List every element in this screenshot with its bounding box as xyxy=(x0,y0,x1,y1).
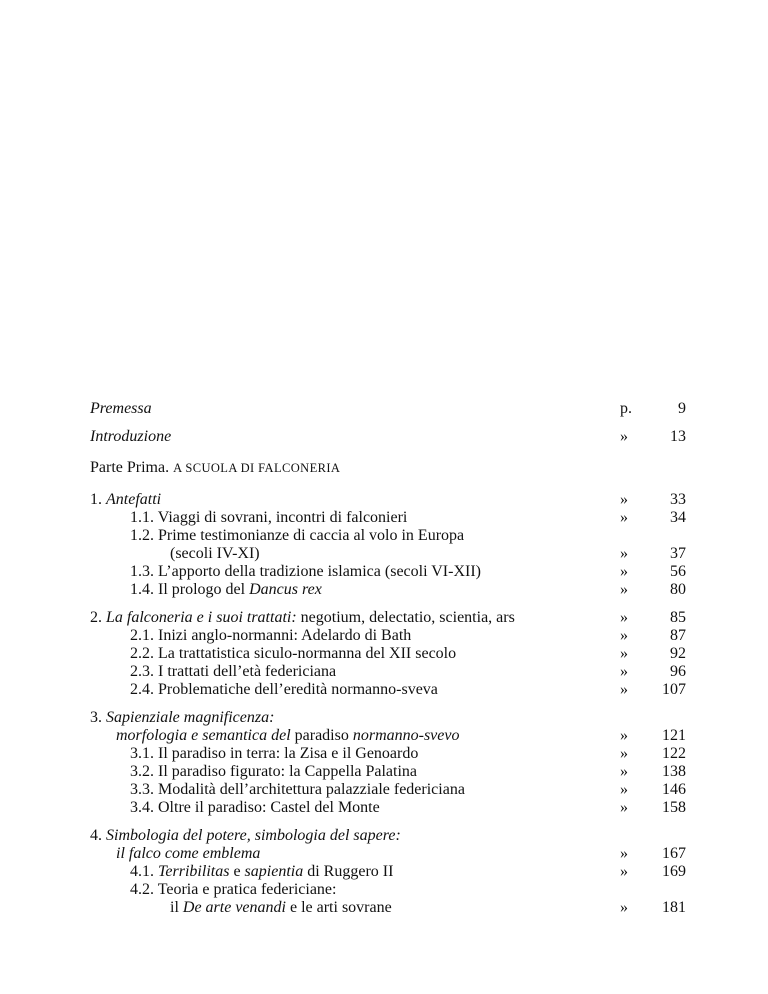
toc-chapter-3[interactable] xyxy=(90,709,686,727)
section-title: Prime testimonianze di caccia al volo in Europa xyxy=(158,527,465,544)
section-title-italic: sapientia xyxy=(244,863,304,880)
page-marker: » xyxy=(620,663,628,680)
toc-section-4-1[interactable] xyxy=(90,863,686,881)
page-number: 85 xyxy=(670,609,686,626)
section-title: e le arti sovrane xyxy=(289,899,392,916)
section-title: Modalità dell’architettura palazziale federiciana xyxy=(158,781,465,798)
entry-title: Premessa xyxy=(90,400,152,417)
page-marker: » xyxy=(620,799,628,816)
toc-entry-introduzione[interactable] xyxy=(90,428,686,446)
page-number: 80 xyxy=(670,581,686,598)
page-marker: » xyxy=(620,581,628,598)
section-number: 1.2. xyxy=(130,527,154,544)
page-number: 92 xyxy=(670,645,686,662)
section-title: e xyxy=(233,863,241,880)
toc-section-1-4[interactable] xyxy=(90,581,686,599)
chapter-number: 1. xyxy=(90,491,102,508)
section-number: 1.4. xyxy=(130,581,154,598)
section-title: I trattati dell’età federiciana xyxy=(158,663,337,680)
section-title-italic: Dancus rex xyxy=(249,581,322,598)
page-number: 158 xyxy=(662,799,686,816)
page-marker: » xyxy=(620,609,628,626)
section-number: 3.3. xyxy=(130,781,154,798)
toc-chapter-4[interactable] xyxy=(90,827,686,845)
page-number: 107 xyxy=(662,681,686,698)
chapter-title-italic: normanno-svevo xyxy=(352,727,460,744)
page-number: 13 xyxy=(670,428,686,445)
section-title-continued: (secoli IV-XI) xyxy=(170,545,260,562)
section-number: 2.1. xyxy=(130,627,154,644)
page-marker: » xyxy=(620,545,628,562)
page-number: 34 xyxy=(670,509,686,526)
chapter-number: 3. xyxy=(90,709,102,726)
toc-section-1-3[interactable] xyxy=(90,563,686,581)
toc-chapter-2[interactable] xyxy=(90,609,686,627)
section-title: Oltre il paradiso: Castel del Monte xyxy=(158,799,380,816)
page-number: 9 xyxy=(678,400,686,417)
chapter-number: 4. xyxy=(90,827,102,844)
toc-section-3-3[interactable] xyxy=(90,781,686,799)
page-number: 37 xyxy=(670,545,686,562)
section-number: 3.1. xyxy=(130,745,154,762)
section-title: Viaggi di sovrani, incontri di falconieri xyxy=(157,509,408,526)
page-marker: » xyxy=(620,681,628,698)
section-title: L’apporto della tradizione islamica (secoli VI-XII) xyxy=(158,563,481,580)
page-marker: » xyxy=(620,727,628,744)
page-marker: » xyxy=(620,428,628,445)
toc-section-1-1[interactable] xyxy=(90,509,686,527)
page-marker: » xyxy=(620,745,628,762)
section-title: Teoria e pratica federiciane: xyxy=(157,881,337,898)
section-title: Il paradiso in terra: la Zisa e il Genoardo xyxy=(158,745,419,762)
page-marker: » xyxy=(620,645,628,662)
toc-chapter-4-cont[interactable] xyxy=(90,845,686,863)
toc-section-2-1[interactable] xyxy=(90,627,686,645)
part-heading xyxy=(90,459,686,477)
page-number: 122 xyxy=(662,745,686,762)
page-number: 56 xyxy=(670,563,686,580)
chapter-number: 2. xyxy=(90,609,102,626)
page-number: 87 xyxy=(670,627,686,644)
section-number: 4.2. xyxy=(130,881,154,898)
chapter-title: La falconeria e i suoi trattati: xyxy=(106,609,297,626)
page-marker: » xyxy=(620,563,628,580)
page-marker: » xyxy=(620,509,628,526)
section-title-italic: Terribilitas xyxy=(158,863,230,880)
section-number: 2.3. xyxy=(130,663,154,680)
section-number: 2.2. xyxy=(130,645,154,662)
section-number: 3.4. xyxy=(130,799,154,816)
toc-section-3-4[interactable] xyxy=(90,799,686,817)
chapter-title-continued: morfologia e semantica del xyxy=(116,727,291,744)
page-number: 33 xyxy=(670,491,686,508)
toc-chapter-3-cont[interactable] xyxy=(90,727,686,745)
section-number: 1.3. xyxy=(130,563,154,580)
page-number: 181 xyxy=(662,899,686,916)
section-title-continued: il xyxy=(170,899,179,916)
toc-section-2-3[interactable] xyxy=(90,663,686,681)
section-title: La trattatistica siculo-normanna del XII secolo xyxy=(158,645,457,662)
entry-title: Introduzione xyxy=(90,428,172,445)
page-marker: » xyxy=(620,491,628,508)
section-number: 2.4. xyxy=(130,681,154,698)
page-number: 138 xyxy=(662,763,686,780)
page-number: 167 xyxy=(662,845,686,862)
chapter-title: Antefatti xyxy=(106,491,162,508)
page-marker: » xyxy=(620,781,628,798)
chapter-title-roman: paradiso xyxy=(294,727,349,744)
toc-entry-premessa[interactable] xyxy=(90,400,686,418)
toc-chapter-1[interactable] xyxy=(90,491,686,509)
page-marker: » xyxy=(620,899,628,916)
toc-section-1-2-cont[interactable] xyxy=(90,545,686,563)
chapter-subtitle: negotium, delectatio, scientia, ars xyxy=(300,609,515,626)
section-number: 4.1. xyxy=(130,863,154,880)
chapter-title: Sapienziale magnificenza: xyxy=(106,709,275,726)
page-number: 169 xyxy=(662,863,686,880)
section-title-italic: De arte venandi xyxy=(182,899,286,916)
part-title: A SCUOLA DI FALCONERIA xyxy=(173,461,341,475)
toc-section-1-2[interactable] xyxy=(90,527,686,545)
page-marker: p. xyxy=(620,400,632,417)
section-title: Problematiche dell’eredità normanno-sveva xyxy=(158,681,438,698)
toc-section-3-2[interactable] xyxy=(90,763,686,781)
section-title: Il prologo del xyxy=(158,581,246,598)
page-number: 96 xyxy=(670,663,686,680)
section-title: Inizi anglo-normanni: Adelardo di Bath xyxy=(158,627,412,644)
toc-section-4-2-cont[interactable] xyxy=(90,899,686,917)
part-label: Parte Prima. xyxy=(90,459,170,476)
page-marker: » xyxy=(620,627,628,644)
toc-section-2-2[interactable] xyxy=(90,645,686,663)
page-marker: » xyxy=(620,845,628,862)
toc-section-3-1[interactable] xyxy=(90,745,686,763)
section-title: Il paradiso figurato: la Cappella Palatina xyxy=(158,763,418,780)
page-number: 146 xyxy=(662,781,686,798)
chapter-title: Simbologia del potere, simbologia del sapere: xyxy=(106,827,401,844)
toc-section-4-2[interactable] xyxy=(90,881,686,899)
toc-section-2-4[interactable] xyxy=(90,681,686,699)
section-number: 3.2. xyxy=(130,763,154,780)
table-of-contents xyxy=(90,400,686,917)
page-marker: » xyxy=(620,863,628,880)
chapter-title-continued: il falco come emblema xyxy=(116,845,261,862)
page-number: 121 xyxy=(662,727,686,744)
section-number: 1.1. xyxy=(130,509,154,526)
page-marker: » xyxy=(620,763,628,780)
section-title: di Ruggero II xyxy=(307,863,394,880)
